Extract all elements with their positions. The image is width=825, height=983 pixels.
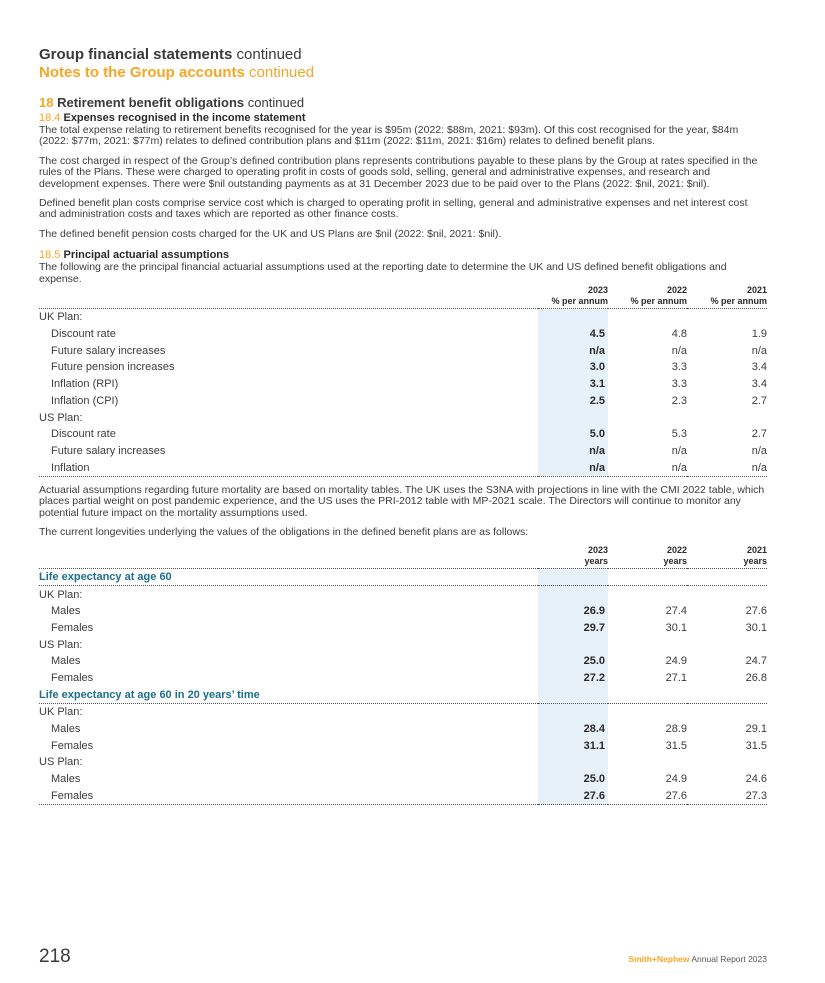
cell-2022: 24.9 [665, 655, 687, 668]
cell-2021: 30.1 [745, 621, 767, 634]
table-row [39, 704, 767, 721]
cell-2023 [538, 636, 608, 653]
page-number: 218 [39, 946, 71, 967]
row-label: Females [51, 739, 94, 752]
row-label: Males [51, 773, 81, 786]
table-row [39, 409, 767, 426]
cell-2022: n/a [608, 459, 687, 476]
row-label: US Plan: [39, 756, 83, 769]
row-label: Future salary increases [51, 344, 166, 357]
subsection-number: 18.5 [39, 249, 61, 262]
cell-2023: n/a [538, 443, 608, 460]
table-header-label [39, 545, 538, 569]
cell-2021: 3.4 [751, 361, 767, 374]
cell-2023 [538, 409, 608, 426]
group-title-spacer [608, 686, 687, 703]
cell-2021: 27.6 [745, 605, 767, 618]
table-row [39, 721, 767, 738]
row-label: UK Plan: [39, 588, 83, 601]
cell-2023 [538, 586, 608, 603]
col-header-2022: 2022 % per annum [608, 285, 687, 309]
table-row [39, 653, 767, 670]
cell-2022: 24.9 [665, 773, 687, 786]
subsection-number: 18.4 [39, 112, 61, 124]
row-label: Males [51, 723, 81, 736]
cell-2021 [687, 586, 767, 603]
subsection-18-5-title [39, 248, 767, 262]
col-header-2021: 2021 years [687, 545, 767, 569]
paragraph: Actuarial assumptions regarding future mortality are based on mortality tables. The UK uses the S3NA with projections in line with the CMI 2022 table, which places partial weight on post pandemic experience, and the US uses the PRI-2012 table with MP-2021 scale. The Directors will continue to monitor any potential future impact on the mortality assumptions used. [39, 483, 765, 519]
cell-2023: 31.1 [538, 737, 608, 754]
longevity-table [39, 545, 767, 806]
header-title: Group financial statements [39, 46, 233, 63]
cell-2021 [687, 309, 767, 326]
table-header-row [39, 285, 767, 309]
cell-2023 [538, 309, 608, 326]
table-row [39, 603, 767, 620]
cell-2023: 2.5 [538, 393, 608, 410]
doc-header-line1 [39, 46, 767, 64]
row-label: Females [39, 788, 538, 805]
table-row [39, 670, 767, 687]
doc-header-line2 [39, 64, 767, 82]
paragraph: The total expense relating to retirement benefits recognised for the year is $95m (2022: $88m, 2021: $93m). Of this cost recognised for the year, $84m (2022: $77m, 2021: $77m) relates to defined contribution plans and $11m (2022: $11m, 2021: $16m) relates to defined benefit plans. [39, 124, 739, 148]
header-subtitle: Notes to the Group accounts [39, 64, 245, 81]
table-row [39, 459, 767, 476]
group-title-row [39, 568, 767, 586]
table-row [39, 376, 767, 393]
paragraph: The cost charged in respect of the Group’s defined contribution plans represents contributions payable to these plans by the Group at rates specified in the rules of the Plans. These were charged to operating profit in costs of goods sold, selling, general and administrative expenses, and research and development expenses. There were $nil outstanding payments as at 31 December 2023 due to be paid over to the Plans (2022: $nil, 2021: $nil). [39, 154, 758, 190]
footer-brand [628, 954, 767, 964]
group-title-row [39, 686, 767, 703]
cell-2021: 31.5 [745, 739, 767, 752]
row-label: Inflation (CPI) [51, 394, 119, 407]
row-label: Males [51, 655, 81, 668]
table-row [39, 737, 767, 754]
cell-2023: 25.0 [538, 771, 608, 788]
cell-2021: 26.8 [745, 672, 767, 685]
row-label: Inflation [39, 459, 538, 476]
table-row [39, 788, 767, 805]
cell-2023: 26.9 [538, 603, 608, 620]
cell-2022: 2.3 [671, 394, 687, 407]
row-label: Inflation (RPI) [51, 378, 119, 391]
section-continued: continued [244, 95, 305, 110]
cell-2022 [608, 586, 687, 603]
header-continued: continued [232, 46, 302, 63]
row-label: Discount rate [51, 428, 116, 441]
cell-2022 [608, 309, 687, 326]
group-title-spacer [608, 568, 687, 586]
cell-2022: 4.8 [671, 328, 687, 341]
report-name: Annual Report 2023 [689, 954, 767, 964]
section-title [39, 95, 767, 111]
table-row [39, 309, 767, 326]
cell-2023: 4.5 [538, 326, 608, 343]
group-title-spacer [538, 686, 608, 703]
section-name: Retirement benefit obligations [53, 95, 245, 110]
cell-2021: 24.7 [745, 655, 767, 668]
cell-2023: 5.0 [538, 426, 608, 443]
cell-2022: 27.4 [665, 605, 687, 618]
cell-2022: 27.6 [608, 788, 687, 805]
subsection-name: Expenses recognised in the income statement [60, 112, 306, 124]
paragraph: The following are the principal financial actuarial assumptions used at the reporting date to determine the UK and US defined benefit obligations and expense. [39, 261, 727, 285]
table-row [39, 326, 767, 343]
cell-2023: 28.4 [538, 721, 608, 738]
cell-2023: n/a [538, 342, 608, 359]
row-label: Females [51, 672, 94, 685]
row-label: Future pension increases [51, 361, 175, 374]
cell-2022: 30.1 [665, 621, 687, 634]
section-number: 18 [39, 95, 54, 110]
cell-2023: 27.6 [538, 788, 608, 805]
cell-2022: 28.9 [665, 723, 687, 736]
paragraph: The current longevities underlying the values of the obligations in the defined benefit plans are as follows: [39, 526, 529, 539]
cell-2023: 25.0 [538, 653, 608, 670]
cell-2021: n/a [751, 444, 767, 457]
group-title-spacer [538, 568, 608, 586]
page-footer [39, 946, 767, 968]
row-label: Males [51, 605, 81, 618]
cell-2023: 27.2 [538, 670, 608, 687]
table-row [39, 443, 767, 460]
group-title-spacer [687, 686, 767, 703]
group-title-spacer [687, 568, 767, 586]
paragraph: The defined benefit pension costs charged for the UK and US Plans are $nil (2022: $nil, 2021: $nil). [39, 227, 502, 240]
col-header-2023: 2023 % per annum [538, 285, 608, 309]
col-header-2023: 2023 years [538, 545, 608, 569]
cell-2022 [608, 754, 687, 771]
cell-2022: 3.3 [671, 378, 687, 391]
table-header-label [39, 285, 538, 309]
col-header-2022: 2022 years [608, 545, 687, 569]
page-content [39, 46, 767, 805]
subsection-18-4-title [39, 111, 767, 125]
actuarial-assumptions-table [39, 285, 767, 477]
header-subtitle-continued: continued [244, 64, 315, 81]
row-label: US Plan: [39, 638, 83, 651]
table-row [39, 620, 767, 637]
table-row [39, 636, 767, 653]
cell-2021: 1.9 [751, 328, 767, 341]
row-label: UK Plan: [39, 706, 83, 719]
table-row [39, 342, 767, 359]
row-label: Future salary increases [51, 444, 166, 457]
paragraph: Defined benefit plan costs comprise service cost which is charged to operating profit in selling, general and administrative expenses and net interest cost and administration costs and taxes which are reported as other finance costs. [39, 197, 748, 221]
subsection-name: Principal actuarial assumptions [60, 249, 230, 262]
cell-2022: n/a [671, 344, 687, 357]
cell-2023: n/a [538, 459, 608, 476]
cell-2022 [608, 409, 687, 426]
cell-2022: 31.5 [665, 739, 687, 752]
cell-2021: 24.6 [745, 773, 767, 786]
cell-2023 [538, 754, 608, 771]
row-label: Discount rate [51, 328, 116, 341]
cell-2021: 29.1 [745, 723, 767, 736]
cell-2022: 3.3 [671, 361, 687, 374]
cell-2021: 2.7 [751, 428, 767, 441]
brand-name: Smith+Nephew [628, 954, 690, 964]
group-title: Life expectancy at age 60 [39, 568, 538, 586]
table-row [39, 586, 767, 603]
cell-2022: n/a [671, 444, 687, 457]
cell-2022: 5.3 [671, 428, 687, 441]
cell-2021: n/a [751, 344, 767, 357]
cell-2023 [538, 704, 608, 721]
cell-2021: 2.7 [751, 394, 767, 407]
cell-2023: 3.1 [538, 376, 608, 393]
col-header-2021: 2021 % per annum [687, 285, 767, 309]
table-row [39, 771, 767, 788]
table-row [39, 754, 767, 771]
cell-2021 [687, 409, 767, 426]
table-row [39, 426, 767, 443]
group-title: Life expectancy at age 60 in 20 years’ time [39, 686, 538, 703]
cell-2023: 29.7 [538, 620, 608, 637]
cell-2021 [687, 754, 767, 771]
cell-2021: 27.3 [687, 788, 767, 805]
row-label: Females [51, 621, 94, 634]
cell-2023: 3.0 [538, 359, 608, 376]
cell-2021: n/a [687, 459, 767, 476]
cell-2021 [687, 704, 767, 721]
table-row [39, 359, 767, 376]
cell-2021: 3.4 [751, 378, 767, 391]
cell-2022: 27.1 [665, 672, 687, 685]
cell-2021 [687, 636, 767, 653]
row-label: UK Plan: [39, 311, 83, 324]
row-label: US Plan: [39, 411, 83, 424]
table-header-row [39, 545, 767, 569]
cell-2022 [608, 636, 687, 653]
table-row [39, 393, 767, 410]
cell-2022 [608, 704, 687, 721]
